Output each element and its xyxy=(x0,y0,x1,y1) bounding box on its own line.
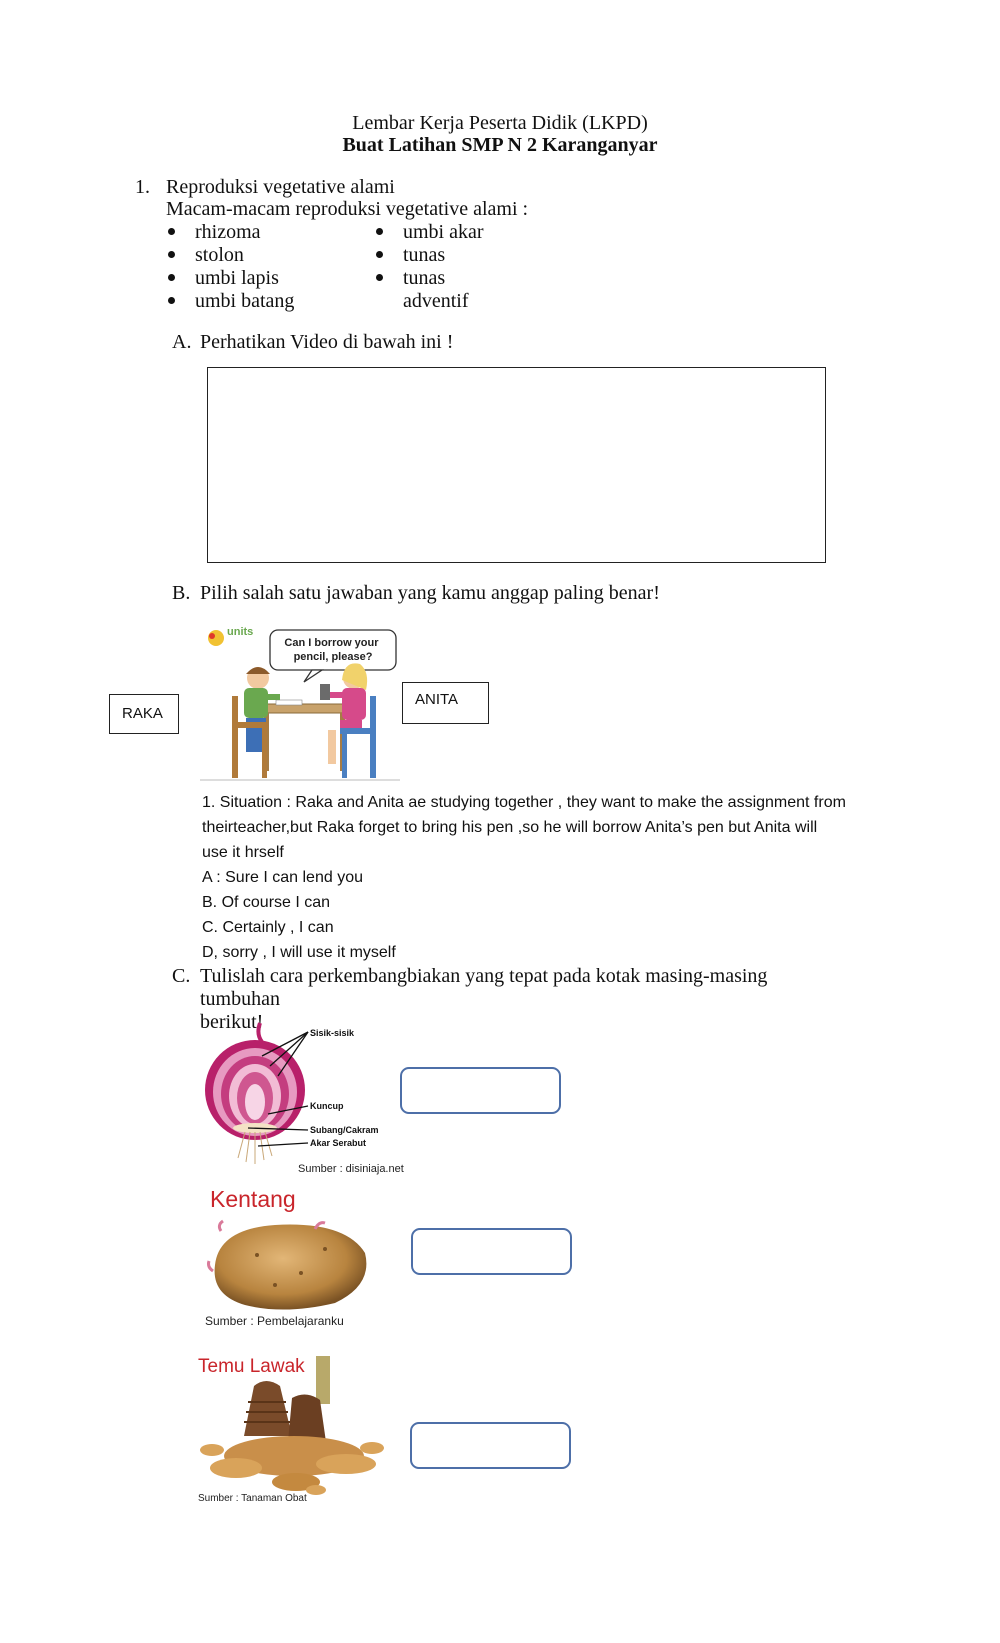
kentang-source: Sumber : Pembelajaranku xyxy=(205,1314,344,1328)
part-a-letter: A. xyxy=(172,331,192,353)
section-intro: Macam-macam reproduksi vegetative alami : xyxy=(166,198,529,220)
bullet-list-right xyxy=(376,221,484,313)
speech-bubble-text: Can I borrow your xyxy=(284,637,379,649)
question-line: theirteacher,but Raka forget to bring his pen ,so he will borrow Anita’s pen but Anita will xyxy=(202,819,818,836)
potato-icon xyxy=(205,1215,375,1315)
bullet-icon xyxy=(376,251,383,258)
section-heading: Reproduksi vegetative alami xyxy=(166,176,395,198)
document-title: Lembar Kerja Peserta Didik (LKPD) xyxy=(352,112,648,134)
question-line: use it hrself xyxy=(202,844,284,861)
logo-text: units xyxy=(227,626,254,638)
list-item: umbi lapis xyxy=(168,267,294,290)
list-item: umbi batang xyxy=(168,290,294,313)
part-b-letter: B. xyxy=(172,582,191,604)
list-item: umbi akar xyxy=(376,221,484,244)
label-akar: Akar Serabut xyxy=(310,1138,367,1148)
document-subtitle: Buat Latihan SMP N 2 Karanganyar xyxy=(342,134,658,156)
option-a[interactable]: A : Sure I can lend you xyxy=(202,869,363,886)
temulawak-image xyxy=(196,1356,392,1500)
answer-box-temulawak[interactable] xyxy=(410,1422,571,1469)
onion-diagram xyxy=(200,1018,420,1178)
part-a-instruction: Perhatikan Video di bawah ini ! xyxy=(200,331,454,353)
list-item: stolon xyxy=(168,244,294,267)
students-at-desk-image xyxy=(200,624,400,782)
part-b-instruction: Pilih salah satu jawaban yang kamu anggap paling benar! xyxy=(200,582,660,604)
bullet-icon xyxy=(376,228,383,235)
label-sisik: Sisik-sisik xyxy=(310,1028,355,1038)
label-subang: Subang/Cakram xyxy=(310,1125,379,1135)
question-text xyxy=(202,790,862,965)
bullet-icon xyxy=(168,251,175,258)
temulawak-source: Sumber : Tanaman Obat xyxy=(198,1493,307,1504)
bullet-icon xyxy=(168,274,175,281)
video-placeholder[interactable] xyxy=(207,367,826,563)
onion-icon xyxy=(200,1018,420,1178)
list-item: tunas xyxy=(376,267,484,290)
list-item: adventif xyxy=(403,290,469,312)
bullet-icon xyxy=(376,274,383,281)
temulawak-title: Temu Lawak xyxy=(198,1356,305,1377)
list-item: rhizoma xyxy=(168,221,294,244)
list-item: tunas xyxy=(376,244,484,267)
part-c-letter: C. xyxy=(172,965,191,987)
question-line: 1. Situation : Raka and Anita ae studying together , they want to make the assignment from xyxy=(202,794,846,811)
answer-box-onion[interactable] xyxy=(400,1067,561,1114)
name-box-anita: ANITA xyxy=(402,682,489,724)
kentang-title: Kentang xyxy=(210,1186,296,1212)
name-box-raka: RAKA xyxy=(109,694,179,734)
onion-source: Sumber : disiniaja.net xyxy=(298,1163,404,1175)
answer-box-kentang[interactable] xyxy=(411,1228,572,1275)
option-b[interactable]: B. Of course I can xyxy=(202,894,331,911)
temulawak-icon xyxy=(196,1356,392,1500)
bullet-list-left xyxy=(168,221,294,313)
bullet-icon xyxy=(168,297,175,304)
option-c[interactable]: C. Certainly , I can xyxy=(202,919,334,936)
label-kuncup: Kuncup xyxy=(310,1101,344,1111)
part-c-instruction: Tulislah cara perkembangbiakan yang tepat pada kotak masing-masing tumbuhan berikut! xyxy=(200,965,768,1033)
bullet-icon xyxy=(168,228,175,235)
potato-image xyxy=(205,1215,375,1315)
section-number: 1. xyxy=(135,176,150,198)
svg-text:Can I borrow your pencil: Can I borrow your pencil, please? xyxy=(284,637,379,663)
option-d[interactable]: D, sorry , I will use it myself xyxy=(202,944,396,961)
dialogue-illustration xyxy=(200,624,400,782)
